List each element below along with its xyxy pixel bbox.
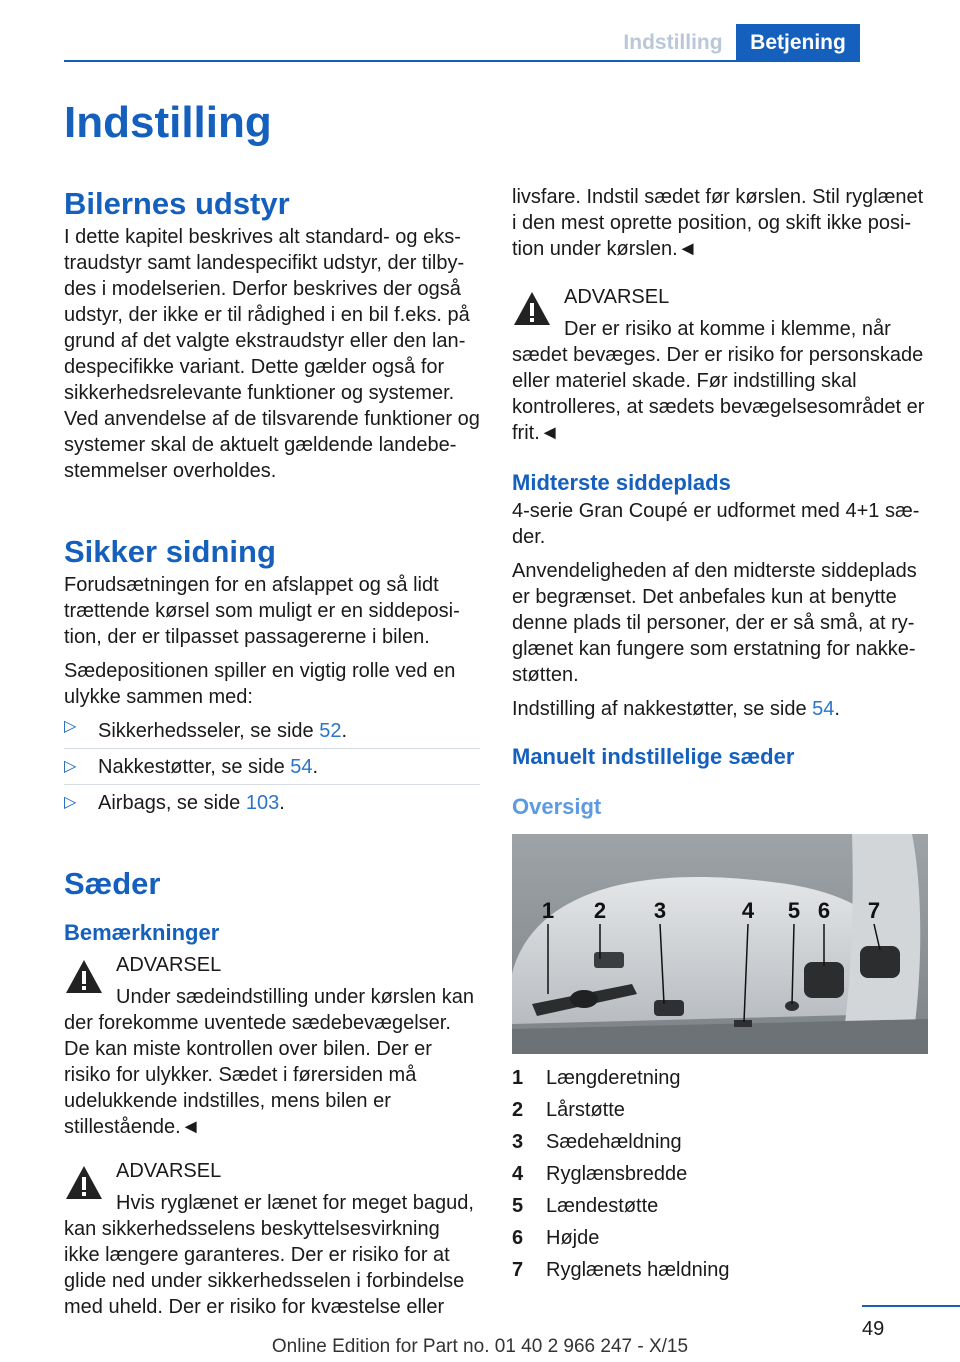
legend-number: 2	[512, 1099, 524, 1121]
page-link-52[interactable]: 52	[319, 720, 342, 742]
legend-label: Sædehældning	[546, 1131, 682, 1153]
sidning-list	[64, 714, 480, 820]
triangle-bullet-icon: ▷	[64, 794, 77, 811]
header-chapter-tab[interactable]: Betjening	[736, 24, 860, 62]
legend-number: 7	[512, 1259, 524, 1281]
warning-block	[64, 952, 480, 978]
callout-number: 5	[787, 898, 801, 923]
left-column	[64, 184, 480, 1320]
udstyr-text: I dette kapitel beskrives alt standard- og ekstraudstyr samt landespecifikt udstyr, der tilbydes i modelserien. Derfor beskrives der også udstyr, der ikke er til rådighed i en bil f.eks. på grund af det valgte ekstraudstyr eller den landespecifikke variant. Dette gælder også for sikkerhedsrelevante funktioner og systemer. Ved anvendelse af de tilsvarende funktioner og systemer skal de aktuelt gældende landebestemmelser overholdes.	[64, 226, 480, 482]
midt-paragraph-3	[512, 696, 928, 722]
legend-list	[512, 1062, 928, 1286]
page-link-54[interactable]: 54	[290, 756, 313, 778]
legend-label: Højde	[546, 1227, 600, 1249]
warning-text: Hvis ryglænet er lænet for meget bagud, kan sikkerhedsselens beskyttelsesvirkning ikke længere garanteres. Der er risiko for at glide ned under sikkerhedsselen i forbindelse med uheld. Der er risiko for kvæstelse eller	[64, 1192, 474, 1318]
list-item-text: Airbags, se side	[98, 792, 246, 814]
legend-number: 3	[512, 1131, 524, 1153]
header-section-tab[interactable]: Indstilling	[623, 31, 723, 54]
legend-number: 6	[512, 1227, 524, 1249]
midt-heading: Midterste siddeplads	[512, 470, 731, 495]
udstyr-heading: Bilernes udstyr	[64, 186, 290, 221]
warning-block	[64, 1158, 480, 1184]
seat-controls-image	[512, 834, 928, 1054]
callout-number: 4	[741, 898, 755, 923]
warning-block	[512, 284, 928, 310]
list-item-end: .	[341, 720, 348, 742]
saeder-heading: Sæder	[64, 866, 161, 901]
legend-number: 4	[512, 1163, 524, 1185]
right-column	[512, 184, 928, 1286]
triangle-bullet-icon: ▷	[64, 718, 77, 735]
midt-paragraph-3-end: .	[834, 698, 840, 720]
list-item-end: .	[279, 792, 285, 814]
warning-label: ADVARSEL	[116, 1160, 222, 1182]
warning-label: ADVARSEL	[116, 954, 222, 976]
list-item	[64, 748, 480, 784]
legend-item	[512, 1190, 928, 1222]
warning-label: ADVARSEL	[564, 286, 670, 308]
sidning-paragraph-2: Sædepositionen spiller en vigtig rolle ved en ulykke sammen med:	[64, 660, 456, 708]
midt-paragraph-3-text: Indstilling af nakkestøtter, se side	[512, 698, 813, 720]
page-link-54[interactable]: 54	[812, 698, 835, 720]
page-title: Indstilling	[64, 98, 272, 147]
legend-number: 1	[512, 1067, 524, 1089]
callout-number: 7	[867, 898, 881, 923]
footer-rule	[862, 1305, 960, 1307]
list-item-end: .	[312, 756, 319, 778]
legend-item	[512, 1062, 928, 1094]
notes-heading: Bemærkninger	[64, 920, 220, 945]
warning-text: Der er risiko at komme i klemme, når sædet bevæges. Der er risiko for personskade eller materiel skade. Før indstilling skal kontrolleres, at sædets bevægelsesområdet er frit.◄	[512, 318, 925, 444]
legend-item	[512, 1158, 928, 1190]
legend-label: Lårstøtte	[546, 1099, 625, 1121]
triangle-bullet-icon: ▷	[64, 758, 77, 775]
legend-item	[512, 1094, 928, 1126]
callout-number: 6	[817, 898, 831, 923]
legend-item	[512, 1222, 928, 1254]
midt-paragraph-2: Anvendeligheden af den midterste siddeplads er begrænset. Det anbefales kun at benytte denne plads til personer, der er så små, at ryglænet kan fungere som erstatning for nakkestøtten.	[512, 560, 917, 686]
legend-label: Lændestøtte	[546, 1195, 659, 1217]
manual-seats-heading: Manuelt indstillelige sæder	[512, 744, 795, 769]
warning-text: Under sædeindstilling under kørslen kan der forekomme uventede sædebevægelser. De kan miste kontrollen over bilen. Der er risiko for ulykker. Sædet i førersiden må udelukkende indstilles, mens bilen er stillestående.◄	[64, 986, 474, 1138]
callout-number: 2	[593, 898, 607, 923]
legend-number: 5	[512, 1195, 524, 1217]
legend-label: Ryglænsbredde	[546, 1163, 688, 1185]
list-item-text: Sikkerhedsseler, se side	[98, 720, 320, 742]
list-item-text: Nakkestøtter, se side	[98, 756, 291, 778]
continued-text: livsfare. Indstil sædet før kørslen. Stil ryglænet i den mest oprette position, og skift ikke position under kørslen.◄	[512, 186, 924, 260]
list-item	[64, 714, 480, 748]
list-item	[64, 784, 480, 820]
overview-heading: Oversigt	[512, 794, 602, 819]
callout-number: 3	[653, 898, 667, 923]
legend-label: Ryglænets hældning	[546, 1259, 730, 1281]
warning-icon	[64, 958, 104, 996]
sidning-heading: Sikker sidning	[64, 534, 276, 569]
warning-icon	[512, 290, 552, 328]
footer-text: Online Edition for Part no. 01 40 2 966 247 - X/15	[271, 1336, 689, 1357]
legend-label: Længderetning	[546, 1067, 681, 1089]
legend-item	[512, 1254, 928, 1286]
midt-paragraph-1: 4-serie Gran Coupé er udformet med 4+1 sæder.	[512, 500, 920, 548]
warning-icon	[64, 1164, 104, 1202]
callout-number: 1	[541, 898, 555, 923]
legend-item	[512, 1126, 928, 1158]
page-link-103[interactable]: 103	[245, 792, 280, 814]
page-number: 49	[862, 1318, 885, 1340]
sidning-paragraph-1: Forudsætningen for en afslappet og så lidt trættende kørsel som muligt er en siddeposition, der er tilpasset passagererne i bilen.	[64, 574, 460, 648]
header-rule	[64, 60, 860, 62]
